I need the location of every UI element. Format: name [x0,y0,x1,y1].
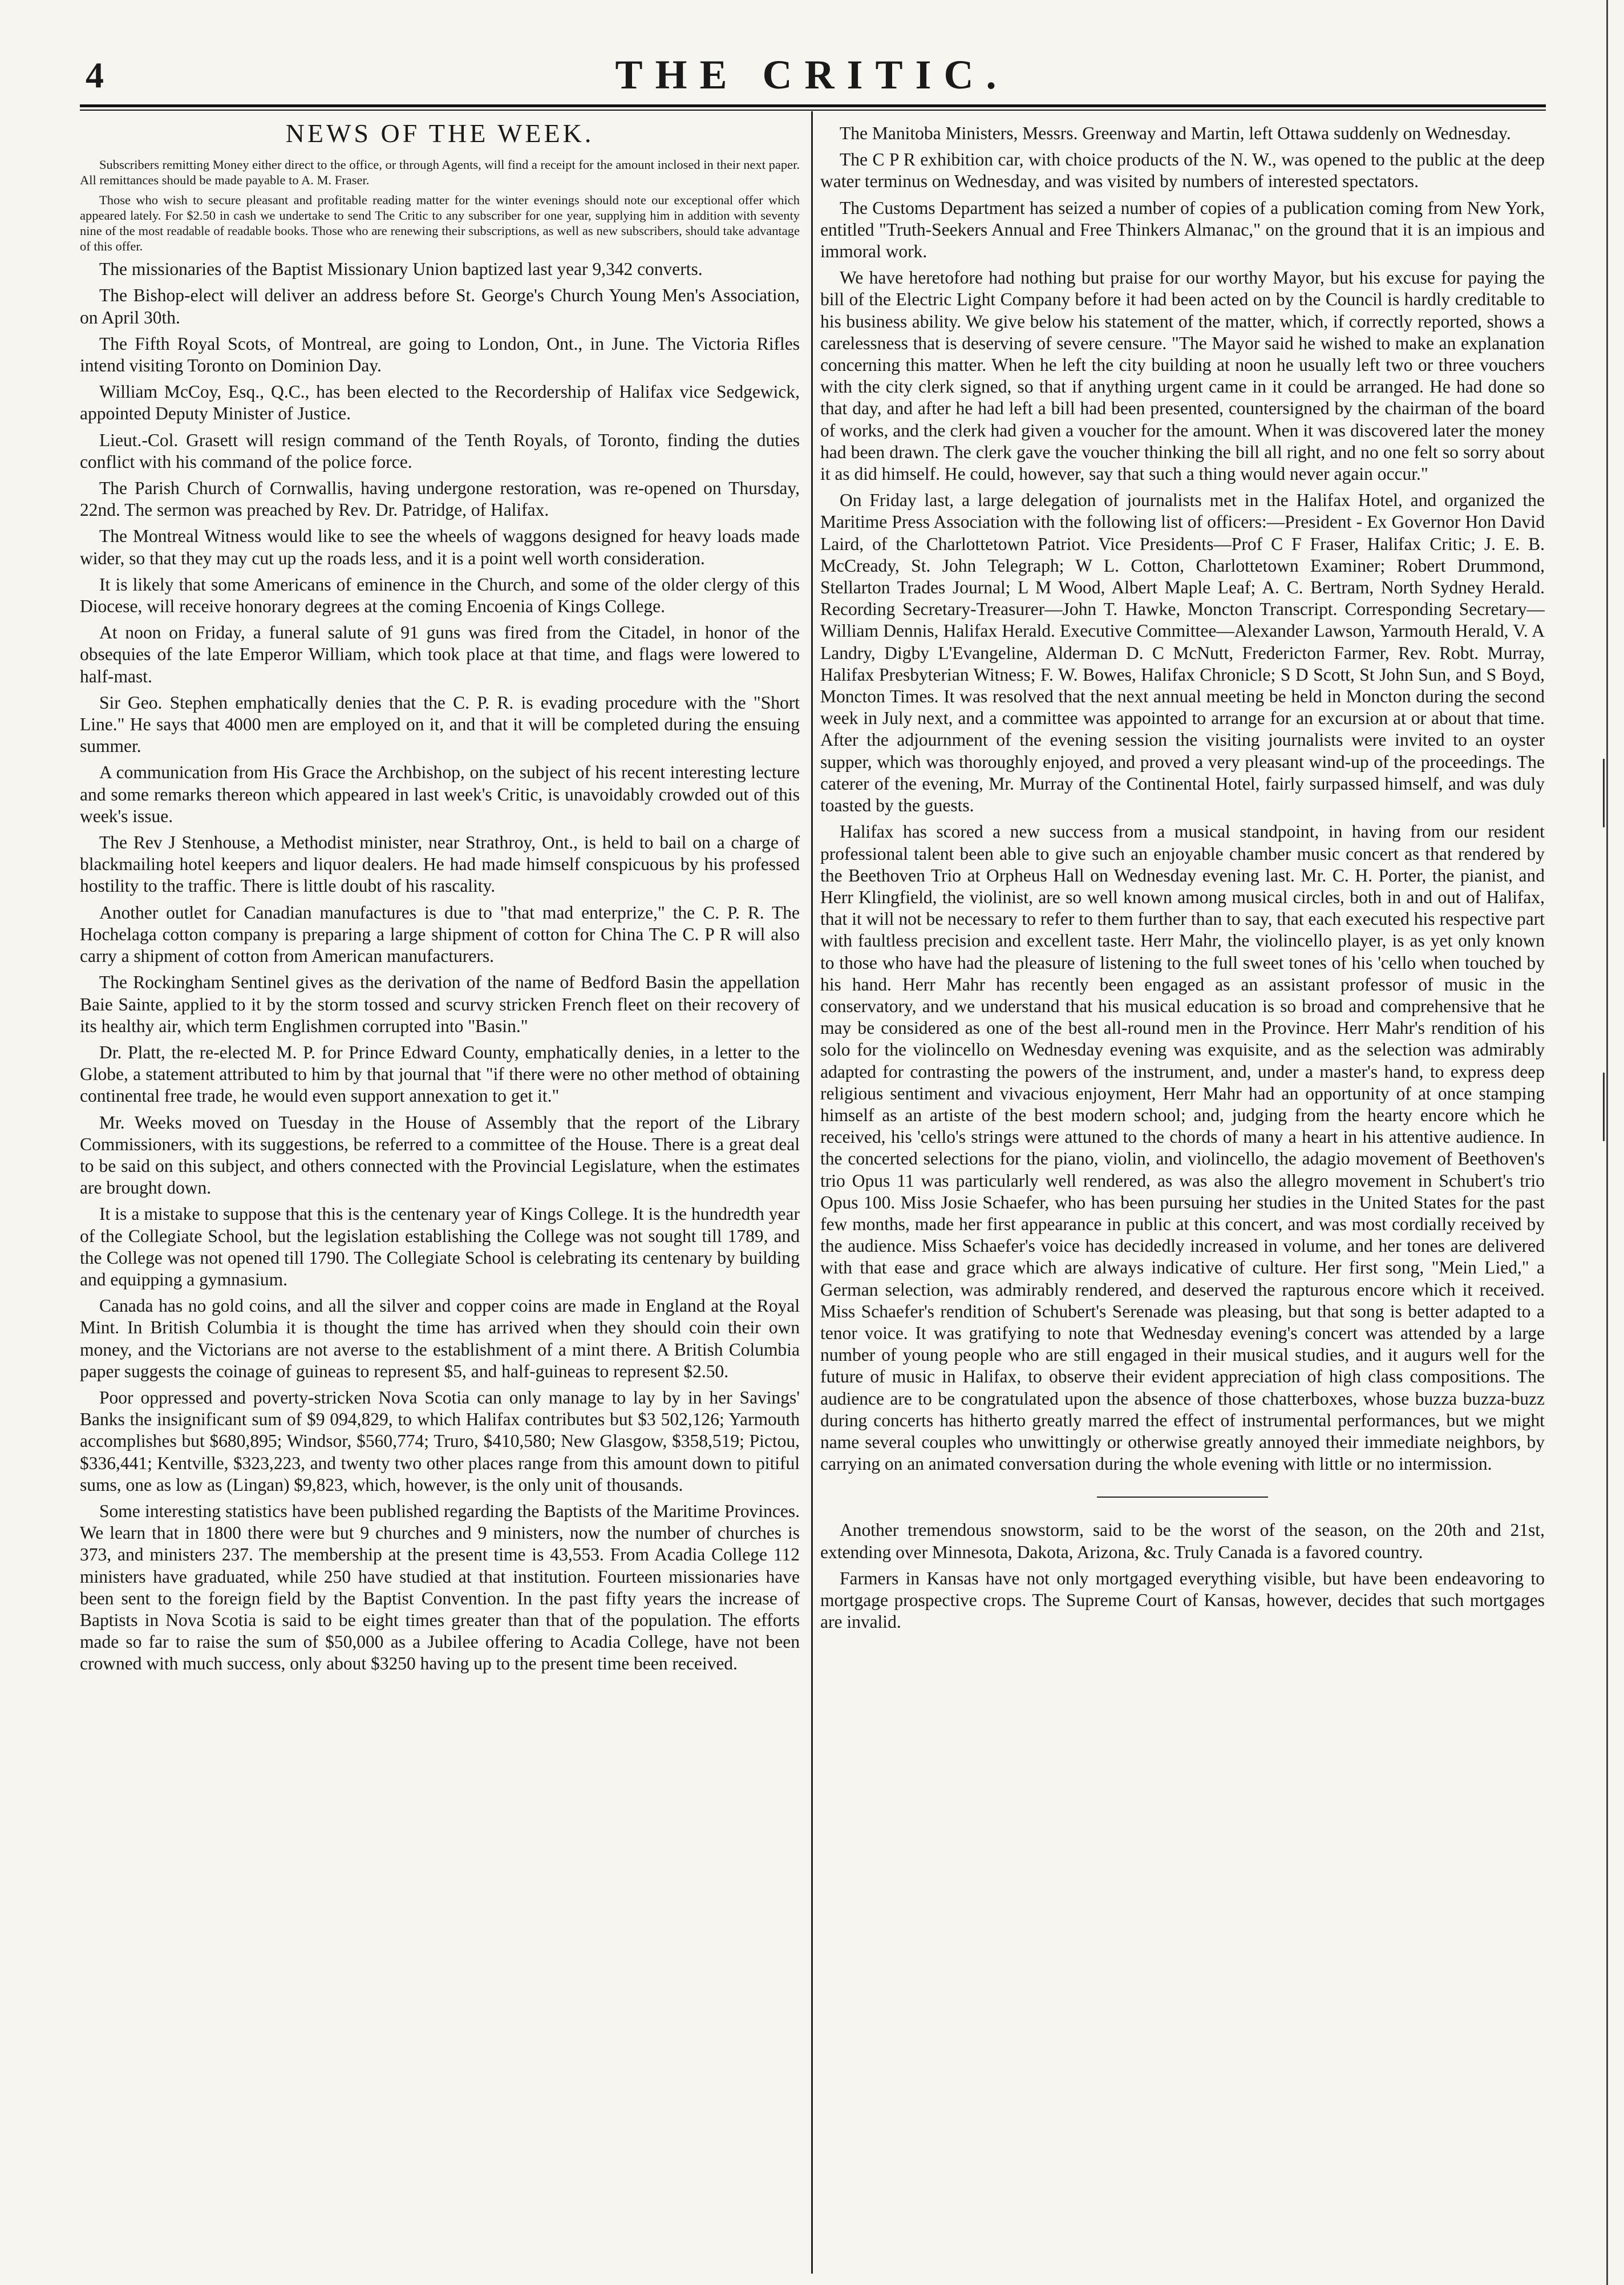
news-item: It is a mistake to suppose that this is the centenary year of Kings College. It is the hundredth year of the Collegiate School, but the legislation establishing the College was not sought till 1789, and the College was not opened till 1790. The Collegiate School is celebrating its centenary by building and equipping a gymnasium. [80,1204,800,1289]
news-item: It is likely that some Americans of eminence in the Church, and some of the older clergy of this Diocese, will receive honorary degrees at the coming Encoenia of Kings College. [80,574,800,617]
masthead-rule-thin [80,110,1546,111]
news-item: Another tremendous snowstorm, said to be the worst of the season, on the 20th and 21st, extending over Minnesota, Dakota, Arizona, &c. Truly Canada is a favored country. [820,1520,1545,1562]
news-item: Mr. Weeks moved on Tuesday in the House of Assembly that the report of the Library Commissioners, with its suggestions, be referred to a committee of the House. There is a great deal to be said on this subject, and others connected with the Provincial Legislature, when the estimates are brought down. [80,1112,800,1198]
page-number: 4 [86,55,104,95]
news-item: Some interesting statistics have been published regarding the Baptists of the Maritime Provinces. We learn that in 1800 there were but 9 churches and 9 ministers, now the number of churches is 373, and ministers 237. The membership at the present time is 43,553. From Acadia College 112 ministers have graduated, while 250 have studied at that institution. Fourteen missionaries have been sent to the foreign field by the Baptist Convention. In the past fifty years the increase of Baptists in Nova Scotia is said to be eight times greater than that of the population. The efforts made so far to raise the sum of $50,000 as a Jubilee offering to Acadia College, have not been crowned with much success, only about $3250 having up to the present time been received. [80,1501,800,1674]
news-item: The Manitoba Ministers, Messrs. Greenway and Martin, left Ottawa suddenly on Wednesday. [840,123,1511,143]
news-item: The Fifth Royal Scots, of Montreal, are going to London, Ont., in June. The Victoria Rifles intend visiting Toronto on Dominion Day. [80,333,800,376]
column-divider [811,111,813,2274]
news-item: Lieut.-Col. Grasett will resign command of the Tenth Royals, of Toronto, finding the duties conflict with his command of the police force. [80,430,800,472]
news-item: The Montreal Witness would like to see the wheels of waggons designed for heavy loads made wider, so that they may cut up the roads less, and it is a point well worth consideration. [80,526,800,568]
page-edge-line [1606,0,1608,2285]
masthead-title: THE CRITIC. [615,52,1009,98]
news-item: Sir Geo. Stephen emphatically denies that the C. P. R. is evading procedure with the "Short Line." He says that 4000 men are employed on it, and that it will be completed during the ensuing summer. [80,692,800,757]
left-column [80,123,800,2268]
news-item: We have heretofore had nothing but praise for our worthy Mayor, but his excuse for paying the bill of the Electric Light Company before it had been acted on by the Council is hardly creditable to his business ability. We give below his statement of the matter, which, if correctly reported, shows a carelessness that is deserving of severe censure. "The Mayor said he wished to make an explanation concerning this matter. When he left the city building at noon he usually left two or three vouchers with the city clerk signed, so that if anything urgent came in it could be arranged. He had done so that day, and after he had left a bill had been presented, countersigned by the chairman of the board of works, and the clerk had given a voucher for the amount. When it was discovered later the money had been drawn. The clerk gave the voucher thinking the bill all right, and no one felt so sorry about it as did himself. He could, however, say that such a thing would never again occur." [820,268,1545,484]
news-item: The Parish Church of Cornwallis, having undergone restoration, was re-opened on Thursday, 22nd. The sermon was preached by Rev. Dr. Patridge, of Halifax. [80,478,800,520]
news-item: Dr. Platt, the re-elected M. P. for Prince Edward County, emphatically denies, in a letter to the Globe, a statement attributed to him by that journal that "if there were no other method of obtaining continental free trade, he would even support annexation to get it." [80,1042,800,1106]
news-item: William McCoy, Esq., Q.C., has been elected to the Recordership of Halifax vice Sedgewick, appointed Deputy Minister of Justice. [80,382,800,424]
news-item: The C P R exhibition car, with choice products of the N. W., was opened to the public at the deep water terminus on Wednesday, and was visited by numbers of interested spectators. [820,149,1545,192]
news-item: Halifax has scored a new success from a musical standpoint, in having from our resident professional talent been able to give such an enjoyable chamber music concert as that rendered by the Beethoven Trio at Orpheus Hall on Wednesday evening last. Mr. C. H. Porter, the pianist, and Herr Klingfield, the violinist, are so well known among musical circles, both in and out of Halifax, that it will not be necessary to refer to them further than to say, that each executed his respective part with faultless precision and excellent taste. Herr Mahr, the violincello player, is as yet only known to those who have had the pleasure of listening to the full sweet tones of his 'cello when touched by his hand. Herr Mahr has recently been engaged as an assistant professor of music in the conservatory, and we understand that his musical education is so broad and comprehensive that he may be considered as one of the best all-round men in the Province. Herr Mahr's rendition of his solo for the violincello on Wednesday evening was exquisite, and as the selection was admirably adapted for contrasting the powers of the instrument, and, under a master's hand, to express deep religious sentiment and vivacious enjoyment, Herr Mahr had an opportunity of at once stamping himself as an artiste of the best modern school; and, judging from the hearty encore which he received, his 'cello's strings were attuned to the chords of many a heart in his attentive audience. In the concerted selections for the piano, violin, and violincello, the adagio movement of Beethoven's trio Opus 11 was particularly well rendered, as was also the allegro movement in Schubert's trio Opus 100. Miss Josie Schaefer, who has been pursuing her studies in the United States for the past few months, made her first appearance in public at this concert, and was most cordially received by the audience. Miss Schaefer's voice has decidedly increased in volume, and her tones are delivered with that ease and grace which are always indicative of culture. Her first song, "Mein Lied," a German selection, was admirably rendered, and deserved the rapturous encore which it received. Miss Schaefer's rendition of Schubert's Serenade was pleasing, but that song is better adapted to a tenor voice. It was gratifying to note that Wednesday evening's concert was attended by a large number of young people who are still engaged in their musical studies, and it augurs well for the future of music in Halifax, to observe their evident appreciation of high class compositions. The audience are to be congratulated upon the absence of those chatterboxes, whose buzza buzza-buzz during concerts has hitherto greatly marred the effect of instrumental performances, but we might name several couples who unwittingly or otherwise greatly annoyed their immediate neighbors, by carrying on an animated conversation during the whole evening with little or no intermission. [820,822,1545,1474]
subscriber-notice: Subscribers remitting Money either direct to the office, or through Agents, will find a receipt for the amount inclosed in their next paper. All remittances should be made payable to A. M. Fraser. [80,157,800,188]
news-item: At noon on Friday, a funeral salute of 91 guns was fired from the Citadel, in honor of the obsequies of the late Emperor William, which took place at that time, and flags were lowered to half-mast. [80,622,800,686]
news-item: The Rev J Stenhouse, a Methodist minister, near Strathroy, Ont., is held to bail on a charge of blackmailing hotel keepers and liquor dealers. He had made himself conspicuous by his professed hostility to the traffic. There is little doubt of his rascality. [80,832,800,896]
news-item: The missionaries of the Baptist Missionary Union baptized last year 9,342 converts. [99,259,703,280]
news-item: Another outlet for Canadian manufactures is due to "that mad enterprize," the C. P. R. The Hochelaga cotton company is preparing a large shipment of cotton for China The C. P R will also carry a shipment of cotton from American manufacturers. [80,902,800,966]
section-title: NEWS OF THE WEEK. [285,123,594,148]
news-item: Poor oppressed and poverty-stricken Nova Scotia can only manage to lay by in her Savings' Banks the insignificant sum of $9 094,829, to which Halifax contributes but $3 502,126; Yarmouth accomplishes but $680,895; Windsor, $560,774; Truro, $410,580; New Glasgow, $358,519; Pictou, $336,441; Kentville, $323,223, and twenty two other places range from this amount down to pitiful sums, one as low as (Lingan) $9,823, which, however, is the only unit of thousands. [80,1387,800,1495]
subscriber-offer-notice: Those who wish to secure pleasant and profitable reading matter for the winter evenings should note our exceptional offer which appeared lately. For $2.50 in cash we undertake to send The Critic to any subscriber for one year, supplying him in addition with seventy nine of the most readable of readable books. Those who are renewing their subscriptions, as well as new subscribers, should take advantage of this offer. [80,193,800,254]
news-item: The Bishop-elect will deliver an address before St. George's Church Young Men's Association, on April 30th. [80,285,800,327]
news-item: A communication from His Grace the Archbishop, on the subject of his recent interesting lecture and some remarks thereon which appeared in last week's Critic, is unavoidably crowded out of this week's issue. [80,762,800,826]
edge-tick-mark [1603,759,1605,827]
news-item: The Customs Department has seized a number of copies of a publication coming from New York, entitled "Truth-Seekers Annual and Free Thinkers Almanac," on the ground that it is an impious and immoral work. [820,197,1545,262]
news-item: Farmers in Kansas have not only mortgaged everything visible, but have been endeavoring to mortgage prospective crops. The Supreme Court of Kansas, however, decides that such mortgages are invalid. [820,1568,1545,1632]
masthead-rule [80,104,1546,107]
section-separator [1097,1497,1268,1498]
right-column [820,123,1545,2268]
news-item: Canada has no gold coins, and all the silver and copper coins are made in England at the Royal Mint. In British Columbia it is thought the time has arrived when they should coin their own money, and the Victorians are not averse to the establishment of a mint there. A British Columbia paper suggests the coinage of guineas to represent $5, and half-guineas to represent $2.50. [80,1296,800,1381]
news-item: On Friday last, a large delegation of journalists met in the Halifax Hotel, and organized the Maritime Press Association with the following list of officers:—President - Ex Governor Hon David Laird, of the Charlottetown Patriot. Vice Presidents—Prof C F Fraser, Halifax Critic; J. E. B. McCready, St. John Telegraph; W L. Cotton, Charlottetown Examiner; Robert Drummond, Stellarton Trades Journal; L M Wood, Albert Maple Leaf; A. C. Bertram, North Sydney Herald. Recording Secretary-Treasurer—John T. Hawke, Moncton Transcript. Corresponding Secretary—William Dennis, Halifax Herald. Executive Committee—Alexander Lawson, Yarmouth Herald, V. A Landry, Digby L'Evangeline, Alderman D. C McNutt, Fredericton Farmer, Rev. Robt. Murray, Halifax Presbyterian Witness; F. W. Bowes, Halifax Chronicle; S D Scott, St John Sun, and S Boyd, Moncton Times. It was resolved that the next annual meeting be held in Moncton during the second week in July next, and a committee was appointed to arrange for an excursion at or about that time. After the adjournment of the evening session the visiting journalists were invited to an oyster supper, which was thoroughly enjoyed, and proved a very pleasant wind-up of the proceedings. The caterer of the evening, Mr. Murray of the Continental Hotel, fairly surpassed himself, and was duly toasted by the guests. [820,490,1545,816]
edge-tick-mark [1603,1073,1605,1141]
news-item: The Rockingham Sentinel gives as the derivation of the name of Bedford Basin the appellation Baie Sainte, applied to it by the storm tossed and scurvy stricken French fleet on their recovery of its healthy air, which term Englishmen corrupted into "Basin." [80,972,800,1036]
